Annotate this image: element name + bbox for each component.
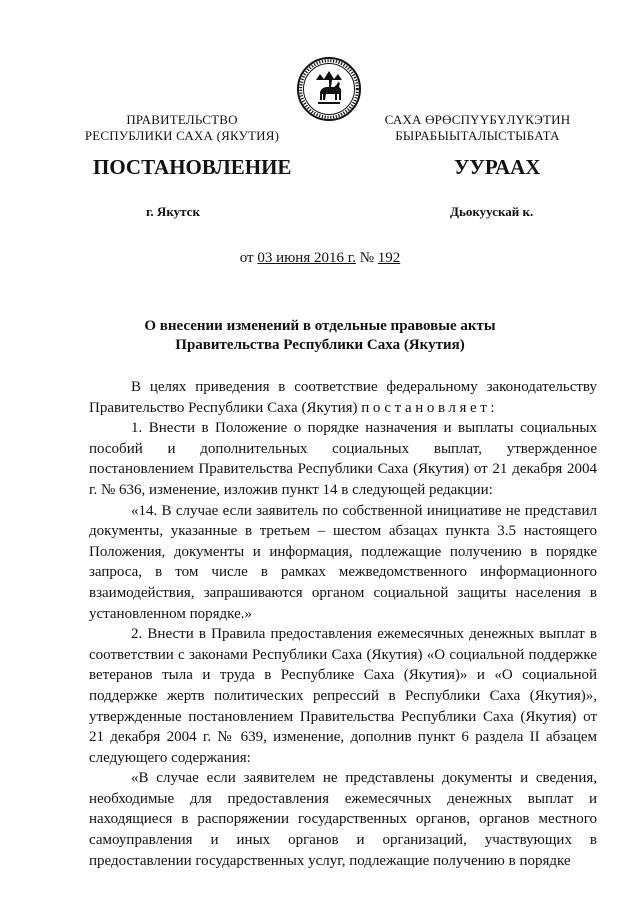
document-date-line <box>0 249 640 267</box>
title-line1: О внесении изменений в отдельные правовые акты <box>144 318 496 334</box>
preamble-text: В целях приведения в соответствие федеральному законодательству Правительство Республики Саха (Якутия) <box>89 379 597 416</box>
issuer-name-ru-line2: РЕСПУБЛИКИ САХА (ЯКУТИЯ) <box>84 128 280 143</box>
city-russian: г. Якутск <box>146 204 200 219</box>
issuer-name-russian <box>82 112 282 144</box>
paragraph-quote-addition: «В случае если заявителем не представлены документы и сведения, необходимые для предоставления ежемесячных денежных выплат и находящиеся в распоряжении государственных органов, органов местного самоуправления и иных органов и организаций, участвующих в предоставлении государственных услуг, подлежащие получению в порядке <box>89 770 597 869</box>
issuer-name-ru-line1: ПРАВИТЕЛЬСТВО <box>126 112 238 127</box>
document-number: 192 <box>377 250 401 266</box>
paragraph-preamble <box>89 377 597 418</box>
issuer-name-sakha <box>370 112 585 144</box>
document-type-russian: ПОСТАНОВЛЕНИЕ <box>93 155 292 179</box>
document-title <box>80 317 560 355</box>
title-line2: Правительства Республики Саха (Якутия) <box>175 337 465 353</box>
paragraph-item-1: 1. Внести в Положение о порядке назначения и выплаты социальных пособий и дополнительных социальных выплат, утвержденное постановлением Правительства Республики Саха (Якутия) от 21 декабря 2004 г. № 636, изменение, изложив пункт 14 в следующей редакции: <box>89 420 597 498</box>
paragraph-item-2: 2. Внести в Правила предоставления ежемесячных денежных выплат в соответствии с законами Республики Саха (Якутия) «О социальной поддержке ветеранов тыла и труда в Республике Саха (Якутия)» и «О социальной поддержке жертв политических репрессий в Республики Саха (Якутия)», утвержденные постановлением Правительства Республики Саха (Якутия) от 21 декабря 2004 г. № 639, изменение, дополнив пункт 6 раздела II абзацем следующего содержания: <box>89 626 597 766</box>
paragraph-quote-14: «14. В случае если заявитель по собственной инициативе не представил документы, указанные в третьем – шестом абзацах пункта 3.5 настоящего Положения, документы и информация, подлежащие получению в порядке запроса, в том числе в рамках межведомственного информационного взаимодействия, запрашиваются органом социальной защиты населения в установленном порядке.» <box>89 502 597 622</box>
document-date: 03 июня 2016 г. <box>257 250 356 266</box>
number-separator: № <box>355 250 378 266</box>
sakha-coat-of-arms-icon <box>296 56 362 122</box>
document-type-sakha: УУРААХ <box>454 155 541 179</box>
date-prefix: от <box>239 250 258 266</box>
city-sakha: Дьокуускай к. <box>450 204 534 219</box>
document-body <box>89 377 597 871</box>
issuer-name-sa-line2: БЫРАБЫЫТАЛЫСТЫБАТА <box>395 128 560 143</box>
preamble-resolves: постановляет: <box>361 399 499 416</box>
issuer-name-sa-line1: САХА ӨРӨСПҮҮБҮЛҮКЭТИН <box>384 112 571 127</box>
